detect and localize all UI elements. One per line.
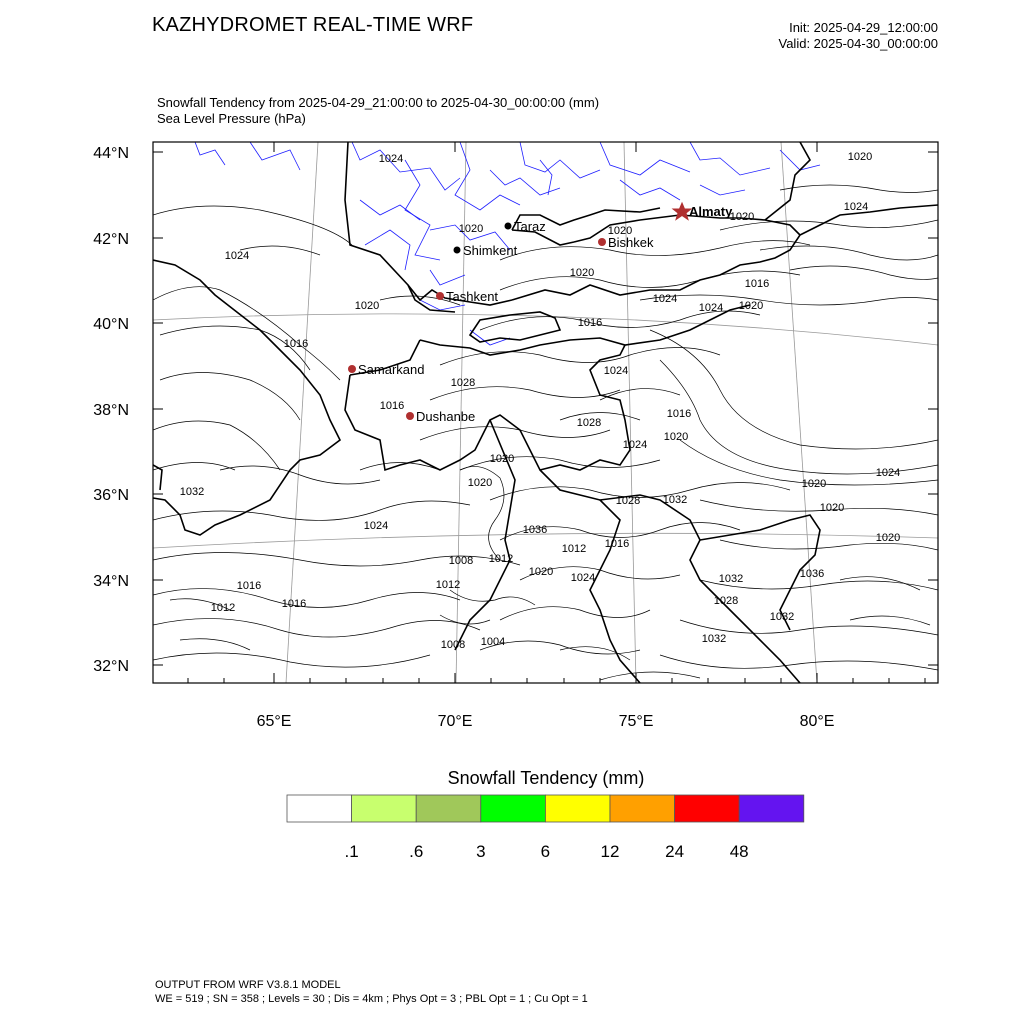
model-version: OUTPUT FROM WRF V3.8.1 MODEL: [155, 979, 341, 991]
contour-label: 1024: [843, 201, 869, 213]
valid-time: Valid: 2025-04-30_00:00:00: [778, 36, 938, 51]
contour-label: 1024: [378, 153, 404, 165]
colorbar: [287, 795, 804, 822]
contour-label: 1004: [480, 636, 506, 648]
field-slp: Sea Level Pressure (hPa): [157, 111, 306, 126]
colorbar-label: .6: [409, 842, 424, 861]
city-dot-icon: [454, 247, 461, 254]
plot-title: KAZHYDROMET REAL-TIME WRF: [152, 14, 474, 36]
contour-label: 1016: [744, 278, 770, 290]
colorbar-label: 3: [476, 842, 486, 861]
contour-label: 1020: [847, 151, 873, 163]
contour-label: 1020: [607, 225, 633, 237]
contour-label: 1020: [875, 532, 901, 544]
contour-label: 1016: [577, 317, 603, 329]
city-dot-icon: [348, 365, 356, 373]
contour-label: 1024: [570, 572, 596, 584]
lon-label-75: 75°E: [618, 713, 654, 730]
city-dot-icon: [406, 412, 414, 420]
svg-text:Samarkand: Samarkand: [358, 362, 425, 377]
colorbar-box: [352, 795, 417, 822]
colorbar-label: .1: [344, 842, 359, 861]
colorbar-box: [416, 795, 481, 822]
contour-label: 1024: [363, 520, 389, 532]
city-dot-icon: [598, 238, 606, 246]
svg-text:Bishkek: Bishkek: [608, 235, 654, 250]
colorbar-label: 6: [540, 842, 551, 861]
colorbar-box: [675, 795, 740, 822]
contour-label: 1024: [875, 467, 901, 479]
contour-label: 1020: [354, 300, 380, 312]
contour-label: 1020: [663, 431, 689, 443]
contour-label: 1020: [489, 453, 515, 465]
contour-label: 1008: [440, 639, 466, 651]
lon-label-65: 65°E: [256, 713, 292, 730]
contour-label: 1032: [662, 494, 688, 506]
contour-label: 1028: [713, 595, 739, 607]
colorbar-box: [481, 795, 546, 822]
city-shimkent: [454, 243, 518, 258]
city-dot-icon: [436, 292, 444, 300]
latitude-labels: [93, 145, 129, 675]
longitude-labels: [257, 713, 835, 730]
city-dot-icon: [505, 223, 512, 230]
contour-label: 1012: [561, 543, 587, 555]
contour-label: 1028: [576, 417, 602, 429]
contour-label: 1020: [569, 267, 595, 279]
lat-label-42: 42°N: [93, 231, 129, 248]
colorbar-box: [545, 795, 610, 822]
contour-label: 1032: [179, 486, 205, 498]
contour-label: 1032: [769, 611, 795, 623]
lat-label-44: 44°N: [93, 145, 129, 162]
contour-label: 1016: [666, 408, 692, 420]
lat-label-40: 40°N: [93, 316, 129, 333]
svg-text:Taraz: Taraz: [514, 219, 546, 234]
city-samarkand: [348, 362, 424, 377]
contour-label: 1020: [528, 566, 554, 578]
contour-label: 1024: [698, 302, 724, 314]
colorbar-label: 12: [600, 842, 620, 861]
lat-label-32: 32°N: [93, 658, 129, 675]
contour-label: 1036: [522, 524, 548, 536]
colorbar-label: 24: [665, 842, 685, 861]
contour-label: 1028: [450, 377, 476, 389]
contour-label: 1016: [236, 580, 262, 592]
contour-label: 1024: [224, 250, 250, 262]
lat-label-34: 34°N: [93, 573, 129, 590]
contour-label: 1028: [615, 495, 641, 507]
svg-text:Shimkent: Shimkent: [463, 243, 518, 258]
colorbar-box: [287, 795, 352, 822]
contour-label: 1012: [488, 553, 514, 565]
colorbar-label: 48: [729, 842, 749, 861]
contour-label: 1024: [603, 365, 629, 377]
contour-label: 1020: [738, 300, 764, 312]
svg-text:Dushanbe: Dushanbe: [416, 409, 476, 424]
contour-label: 1012: [210, 602, 236, 614]
contour-label: 1020: [458, 223, 484, 235]
contour-label: 1020: [819, 502, 845, 514]
contour-label: 1020: [729, 211, 755, 223]
model-footer: [155, 978, 588, 1006]
lon-label-70: 70°E: [437, 713, 473, 730]
city-dushanbe: [406, 409, 475, 424]
lon-label-80: 80°E: [799, 713, 835, 730]
init-time: Init: 2025-04-29_12:00:00: [789, 20, 938, 35]
lat-label-36: 36°N: [93, 487, 129, 504]
colorbar-box: [739, 795, 804, 822]
contour-label: 1016: [379, 400, 405, 412]
svg-text:Almaty: Almaty: [689, 204, 733, 219]
contour-label: 1016: [281, 598, 307, 610]
contour-label: 1020: [801, 478, 827, 490]
contour-label: 1008: [448, 555, 474, 567]
lat-label-38: 38°N: [93, 402, 129, 419]
contour-label: 1012: [435, 579, 461, 591]
contour-label: 1016: [283, 338, 309, 350]
contour-label: 1032: [718, 573, 744, 585]
colorbar-box: [610, 795, 675, 822]
contour-label: 1032: [701, 633, 727, 645]
contour-label: 1036: [799, 568, 825, 580]
svg-text:Tashkent: Tashkent: [446, 289, 499, 304]
colorbar-title: Snowfall Tendency (mm): [447, 768, 645, 788]
contour-label: 1024: [652, 293, 678, 305]
contour-label: 1016: [604, 538, 630, 550]
city-tashkent: [436, 289, 498, 304]
contour-label: 1020: [467, 477, 493, 489]
contour-label: 1024: [622, 439, 648, 451]
field-snowfall: Snowfall Tendency from 2025-04-29_21:00:00 to 2025-04-30_00:00:00 (mm): [157, 95, 600, 110]
model-config: WE = 519 ; SN = 358 ; Levels = 30 ; Dis = 4km ; Phys Opt = 3 ; PBL Opt = 1 ; Cu Opt = 1: [155, 993, 588, 1005]
